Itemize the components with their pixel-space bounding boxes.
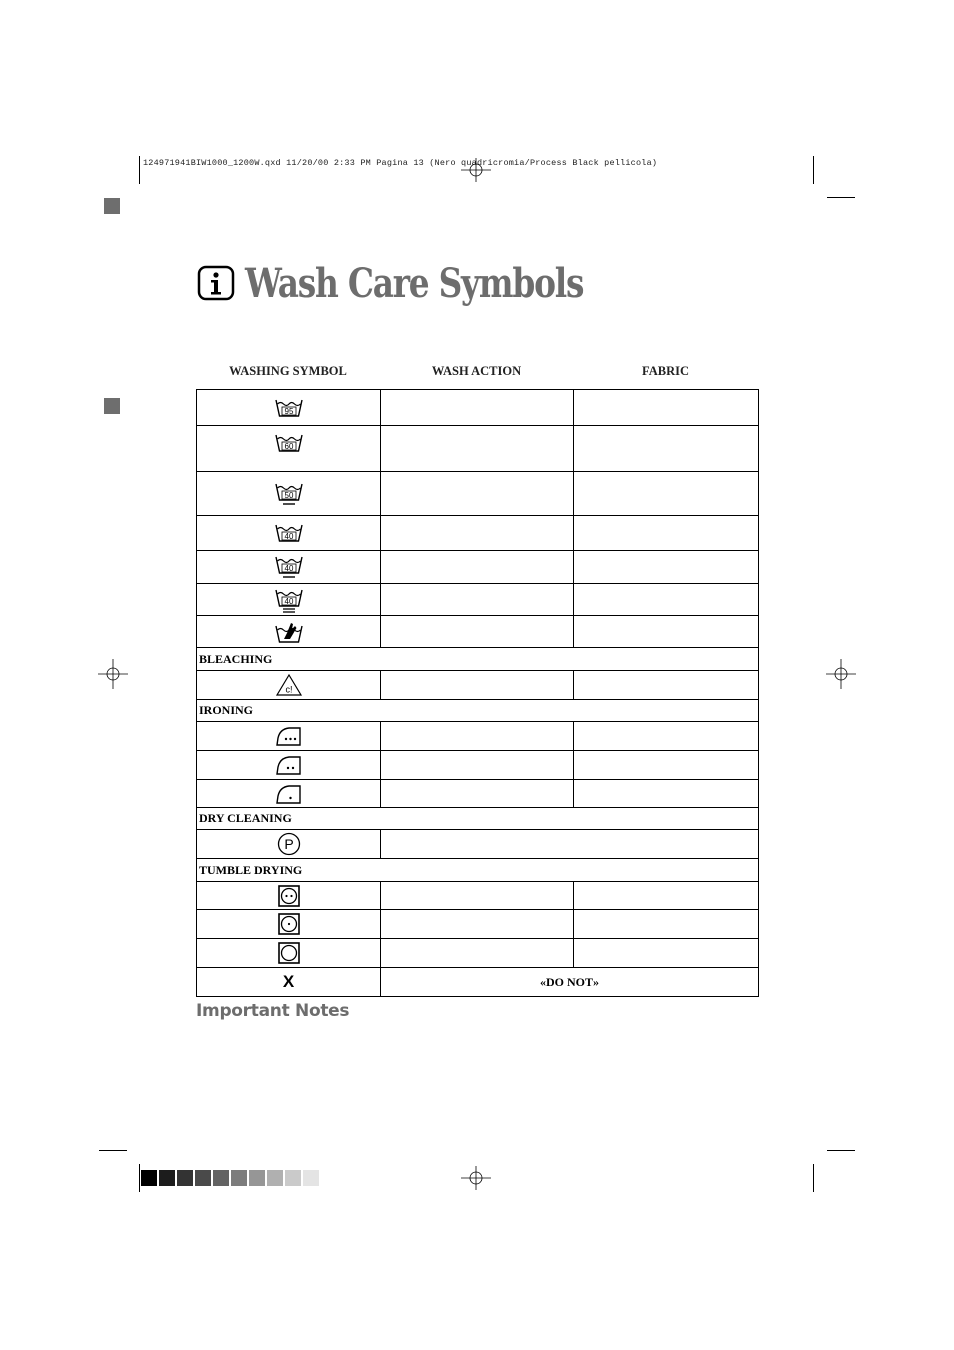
section-row — [197, 859, 759, 882]
svg-text:P: P — [283, 836, 294, 852]
page-heading — [197, 258, 657, 308]
iron-one-dot-icon — [275, 783, 303, 805]
do-not-label: «DO NOT» — [381, 968, 759, 997]
column-header-fabric: FABRIC — [642, 364, 689, 378]
do-not-x-icon: X — [282, 972, 295, 991]
table-row — [197, 751, 759, 780]
fabric-cell — [574, 882, 759, 910]
registration-mark-icon — [826, 659, 856, 689]
section-row — [197, 648, 759, 671]
print-slug: 124971941BIW1000_1200W.qxd 11/20/00 2:33 PM Pagina 13 (Nero quadricromia/Process Black pellicola) — [143, 158, 658, 168]
swatch — [141, 1170, 157, 1186]
wash-action-cell — [381, 616, 574, 648]
dry-cleaning-action-cell — [381, 830, 759, 859]
table-row — [197, 780, 759, 808]
wash-action-cell — [381, 472, 574, 516]
iron-three-dots-icon — [275, 725, 303, 747]
wash-action-cell — [381, 751, 574, 780]
wash-tub-50-gentle-icon — [275, 481, 303, 507]
tumble-dry-no-dot-icon — [278, 942, 300, 964]
table-row — [197, 830, 759, 859]
column-header-symbol: WASHING SYMBOL — [229, 364, 347, 378]
margin-marker — [104, 198, 120, 214]
wash-tub-40-very-gentle-icon — [275, 587, 303, 613]
swatch — [195, 1170, 211, 1186]
tumble-dry-two-dots-icon — [278, 885, 300, 907]
svg-text:40: 40 — [284, 532, 293, 541]
table-row — [197, 390, 759, 426]
column-header-action: WASH ACTION — [431, 364, 522, 378]
table-row — [197, 516, 759, 551]
registration-mark-icon — [461, 155, 491, 185]
svg-text:95: 95 — [284, 406, 293, 416]
table-row — [197, 472, 759, 516]
table-row — [197, 551, 759, 584]
wash-tub-95-icon — [275, 397, 303, 419]
table-row — [197, 584, 759, 616]
info-icon — [197, 265, 235, 301]
wash-action-cell — [381, 939, 574, 968]
fabric-cell — [574, 616, 759, 648]
important-notes-heading: Important Notes — [196, 1001, 350, 1021]
svg-text:40: 40 — [284, 596, 293, 606]
wash-tub-40-gentle-icon — [275, 554, 303, 580]
table-row — [197, 671, 759, 700]
crop-mark — [139, 156, 140, 184]
registration-mark-icon — [98, 659, 128, 689]
wash-action-cell — [381, 910, 574, 939]
wash-action-cell — [381, 722, 574, 751]
section-row — [197, 700, 759, 722]
crop-mark — [827, 1150, 855, 1151]
crop-mark — [99, 1150, 127, 1151]
table-row — [197, 616, 759, 648]
crop-mark — [813, 1164, 814, 1192]
swatch — [303, 1170, 319, 1186]
table-row — [197, 426, 759, 472]
wash-action-cell — [381, 390, 574, 426]
iron-two-dots-icon — [275, 754, 303, 776]
section-label-tumble-drying: TUMBLE DRYING — [197, 859, 759, 882]
wash-action-cell — [381, 551, 574, 584]
swatch — [213, 1170, 229, 1186]
fabric-cell — [574, 472, 759, 516]
crop-mark — [813, 156, 814, 184]
table-row — [197, 910, 759, 939]
fabric-cell — [574, 584, 759, 616]
table-row — [197, 968, 759, 997]
crop-mark — [827, 197, 855, 198]
section-label-ironing: IRONING — [197, 700, 759, 722]
svg-text:50: 50 — [284, 490, 293, 500]
wash-action-cell — [381, 584, 574, 616]
swatch — [159, 1170, 175, 1186]
wash-action-cell — [381, 882, 574, 910]
swatch — [267, 1170, 283, 1186]
wash-tub-40-icon — [275, 522, 303, 544]
section-label-bleaching: BLEACHING — [197, 648, 759, 671]
wash-care-table — [196, 389, 759, 997]
swatch — [231, 1170, 247, 1186]
svg-text:40: 40 — [284, 564, 293, 573]
page-title: Wash Care Symbols — [245, 259, 584, 307]
hand-wash-icon — [275, 620, 303, 644]
fabric-cell — [574, 516, 759, 551]
fabric-cell — [574, 910, 759, 939]
color-swatch-strip — [141, 1170, 321, 1186]
tumble-dry-one-dot-icon — [278, 913, 300, 935]
fabric-cell — [574, 939, 759, 968]
registration-mark-icon — [461, 1163, 491, 1193]
crop-mark — [139, 1164, 140, 1192]
margin-marker — [104, 398, 120, 414]
swatch — [249, 1170, 265, 1186]
swatch — [177, 1170, 193, 1186]
wash-action-cell — [381, 426, 574, 472]
wash-tub-60-icon — [275, 432, 303, 454]
wash-action-cell — [381, 671, 574, 700]
fabric-cell — [574, 426, 759, 472]
wash-action-cell — [381, 516, 574, 551]
fabric-cell — [574, 671, 759, 700]
section-row — [197, 808, 759, 830]
fabric-cell — [574, 780, 759, 808]
fabric-cell — [574, 722, 759, 751]
wash-action-cell — [381, 780, 574, 808]
table-row — [197, 722, 759, 751]
section-label-dry-cleaning: DRY CLEANING — [197, 808, 759, 830]
svg-text:60: 60 — [284, 442, 293, 452]
dry-clean-p-icon — [276, 832, 302, 856]
table-row — [197, 939, 759, 968]
swatch — [285, 1170, 301, 1186]
chlorine-bleach-icon — [275, 673, 303, 697]
svg-text:c!: c! — [284, 684, 293, 695]
table-row — [197, 882, 759, 910]
fabric-cell — [574, 390, 759, 426]
fabric-cell — [574, 551, 759, 584]
fabric-cell — [574, 751, 759, 780]
